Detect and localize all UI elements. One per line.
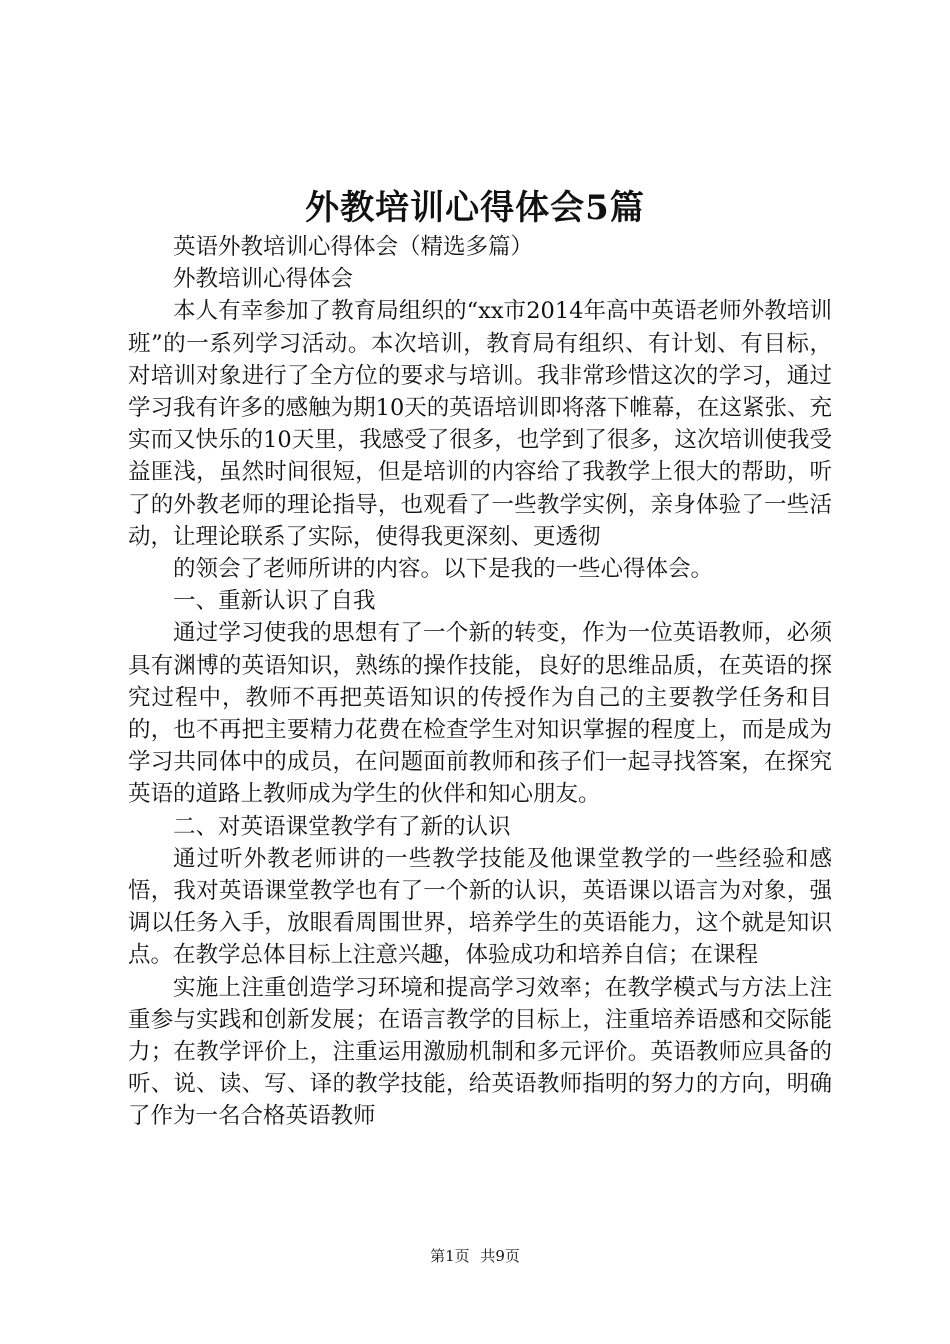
- page-number: 第1页: [430, 1247, 470, 1265]
- body-paragraph: 本人有幸参加了教育局组织的“xx市2014年高中英语老师外教培训班”的一系列学习活动。本次培训，教育局有组织、有计划、有目标，对培训对象进行了全方位的要求与培训。我非常珍惜这次的学习，通过学习我有许多的感触为期10天的英语培训即将落下帷幕，在这紧张、充实而又快乐的10天里，我感受了很多，也学到了很多，这次培训使我受益匪浅，虽然时间很短，但是培训的内容给了我教学上很大的帮助，听了的外教老师的理论指导，也观看了一些教学实例，亲身体验了一些活动，让理论联系了实际，使得我更深刻、更透彻: [128, 298, 832, 550]
- section-heading: 一、重新认识了自我: [173, 588, 376, 615]
- body-paragraph: 实施上注重创造学习环境和提高学习效率；在教学模式与方法上注重参与实践和创新发展；在语言教学的目标上，注重培养语感和交际能力；在教学评价上，注重运用激励机制和多元评价。英语教师应具备的听、说、读、写、译的教学技能，给英语教师指明的努力的方向，明确了作为一名合格英语教师: [128, 974, 832, 1130]
- document-body: [128, 231, 832, 1133]
- body-paragraph: 通过听外教老师讲的一些教学技能及他课堂教学的一些经验和感悟，我对英语课堂教学也有了一个新的认识，英语课以语言为对象，强调以任务入手，放眼看周围世界，培养学生的英语能力，这个就是知识点。在教学总体目标上注意兴趣，体验成功和培养自信；在课程: [128, 845, 832, 969]
- document-title: 外教培训心得体会5篇: [305, 188, 645, 228]
- subtitle-paragraph: 英语外教培训心得体会（精选多篇）: [173, 234, 534, 260]
- page-footer: [0, 1245, 950, 1267]
- section-heading: 外教培训心得体会: [173, 266, 354, 293]
- section-heading: 二、对英语课堂教学有了新的认识: [173, 813, 511, 840]
- body-paragraph: 通过学习使我的思想有了一个新的转变，作为一位英语教师，必须具有渊博的英语知识，熟练的操作技能，良好的思维品质，在英语的探究过程中，教师不再把英语知识的传授作为自己的主要教学任务和目的，也不再把主要精力花费在检查学生对知识掌握的程度上，而是成为学习共同体中的成员，在问题面前教师和孩子们一起寻找答案，在探究英语的道路上教师成为学生的伙伴和知心朋友。: [128, 620, 832, 808]
- page-total: 共9页: [480, 1247, 520, 1265]
- body-paragraph: 的领会了老师所讲的内容。以下是我的一些心得体会。: [173, 556, 714, 583]
